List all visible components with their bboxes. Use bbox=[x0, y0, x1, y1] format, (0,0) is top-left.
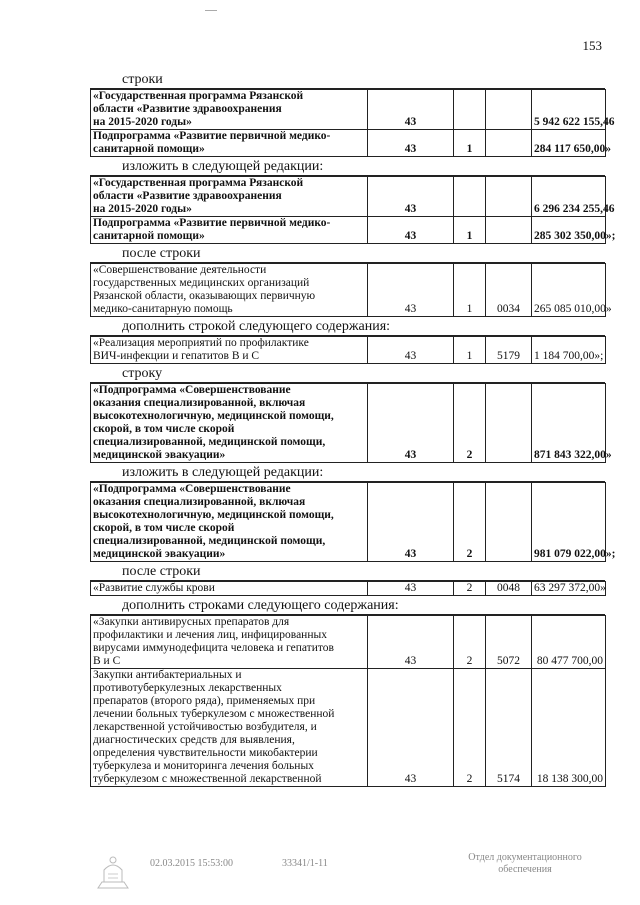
row-name-line: высокотехнологичную, медицинской помощи, bbox=[93, 410, 334, 422]
document-body bbox=[90, 72, 616, 789]
subprogram-code: 2 bbox=[454, 669, 486, 787]
row-name-line: «Реализация мероприятий по профилактике bbox=[93, 337, 309, 349]
page-number: 153 bbox=[582, 38, 602, 53]
row-name-line: оказания специализированной, включая bbox=[93, 397, 306, 409]
section-instruction: изложить в следующей редакции: bbox=[90, 465, 605, 482]
footer-doc-number: 33341/1-11 bbox=[282, 858, 328, 869]
table-row bbox=[91, 337, 606, 364]
target-code bbox=[486, 483, 532, 562]
row-name-line: области «Развитие здравоохранения bbox=[93, 190, 282, 202]
row-name-line: туберкулеза и мониторинга лечения больных bbox=[93, 760, 314, 772]
subprogram-code: 2 bbox=[454, 582, 486, 596]
footer-department bbox=[445, 852, 605, 876]
table-row bbox=[91, 90, 606, 130]
row-name-line: Подпрограмма «Развитие первичной медико- bbox=[93, 217, 331, 229]
row-name-line: Рязанской области, оказывающих первичную bbox=[93, 290, 316, 302]
table-row bbox=[91, 217, 606, 244]
ministry-code: 43 bbox=[368, 217, 454, 244]
ministry-code: 43 bbox=[368, 337, 454, 364]
target-code: 5179 bbox=[486, 337, 532, 364]
row-name-line: государственных медицинских организаций bbox=[93, 277, 310, 289]
target-code bbox=[486, 384, 532, 463]
section-instruction: дополнить строкой следующего содержания: bbox=[90, 319, 605, 336]
row-name-line: скорой, в том числе скорой bbox=[93, 423, 235, 435]
row-name-line: на 2015-2020 годы» bbox=[93, 203, 192, 215]
table-row bbox=[91, 264, 606, 317]
table-row bbox=[91, 384, 606, 463]
row-name-line: специализированной, медицинской помощи, bbox=[93, 436, 326, 448]
row-name-line: «Развитие службы крови bbox=[93, 582, 215, 594]
row-name-line: ВИЧ-инфекции и гепатитов В и С bbox=[93, 350, 260, 362]
target-code bbox=[486, 90, 532, 130]
target-code: 5072 bbox=[486, 616, 532, 669]
budget-table bbox=[90, 176, 616, 244]
budget-table bbox=[90, 89, 615, 157]
row-name bbox=[91, 384, 368, 463]
row-name-line: высокотехнологичную, медицинской помощи, bbox=[93, 509, 334, 521]
ministry-code: 43 bbox=[368, 616, 454, 669]
ministry-code: 43 bbox=[368, 669, 454, 787]
emblem-stamp-icon bbox=[92, 852, 134, 892]
amount: 80 477 700,00 bbox=[532, 616, 606, 669]
subprogram-code: 1 bbox=[454, 130, 486, 157]
row-name-line: санитарной помощи» bbox=[93, 230, 205, 242]
amount: 871 843 322,00» bbox=[532, 384, 606, 463]
subprogram-code: 1 bbox=[454, 217, 486, 244]
row-name-line: противотуберкулезных лекарственных bbox=[93, 682, 282, 694]
table-row bbox=[91, 582, 606, 596]
row-name bbox=[91, 616, 368, 669]
target-code bbox=[486, 130, 532, 157]
budget-table bbox=[90, 383, 612, 463]
row-name-line: «Подпрограмма «Совершенствование bbox=[93, 483, 291, 495]
row-name-line: медико-санитарную помощь bbox=[93, 303, 233, 315]
ministry-code: 43 bbox=[368, 130, 454, 157]
row-name-line: туберкулезом с множественной лекарственной bbox=[93, 773, 322, 785]
row-name-line: санитарной помощи» bbox=[93, 143, 205, 155]
subprogram-code: 2 bbox=[454, 616, 486, 669]
row-name bbox=[91, 264, 368, 317]
budget-table bbox=[90, 581, 606, 596]
row-name-line: Закупки антибактериальных и bbox=[93, 669, 242, 681]
amount: 63 297 372,00» bbox=[532, 582, 606, 596]
row-name-line: Подпрограмма «Развитие первичной медико- bbox=[93, 130, 331, 142]
target-code bbox=[486, 177, 532, 217]
subprogram-code bbox=[454, 177, 486, 217]
budget-table bbox=[90, 482, 616, 562]
row-name bbox=[91, 90, 368, 130]
target-code: 0048 bbox=[486, 582, 532, 596]
ministry-code: 43 bbox=[368, 582, 454, 596]
row-name bbox=[91, 217, 368, 244]
table-row bbox=[91, 177, 606, 217]
row-name-line: определения чувствительности микобактерии bbox=[93, 747, 318, 759]
subprogram-code: 2 bbox=[454, 384, 486, 463]
footer-department-line: Отдел документационного bbox=[468, 852, 582, 863]
subprogram-code: 2 bbox=[454, 483, 486, 562]
row-name-line: специализированной, медицинской помощи, bbox=[93, 535, 326, 547]
row-name-line: оказания специализированной, включая bbox=[93, 496, 306, 508]
row-name-line: «Подпрограмма «Совершенствование bbox=[93, 384, 291, 396]
row-name bbox=[91, 483, 368, 562]
footer bbox=[0, 852, 640, 892]
budget-table bbox=[90, 615, 606, 787]
row-name-line: вирусами иммунодефицита человека и гепатитов bbox=[93, 642, 334, 654]
target-code: 5174 bbox=[486, 669, 532, 787]
row-name-line: препаратов (второго ряда), применяемых при bbox=[93, 695, 316, 707]
section-instruction: после строки bbox=[90, 246, 605, 263]
row-name-line: «Совершенствование деятельности bbox=[93, 264, 267, 276]
section-instruction: изложить в следующей редакции: bbox=[90, 159, 605, 176]
ministry-code: 43 bbox=[368, 90, 454, 130]
row-name-line: медицинской эвакуации» bbox=[93, 548, 226, 560]
table-row bbox=[91, 483, 606, 562]
row-name bbox=[91, 582, 368, 596]
table-row bbox=[91, 616, 606, 669]
amount: 981 079 022,00»; bbox=[532, 483, 606, 562]
section-instruction: дополнить строками следующего содержания: bbox=[90, 598, 605, 615]
section-instruction: строки bbox=[90, 72, 605, 89]
row-name-line: «Закупки антивирусных препаратов для bbox=[93, 616, 290, 628]
row-name-line: медицинской эвакуации» bbox=[93, 449, 226, 461]
amount: 284 117 650,00» bbox=[532, 130, 606, 157]
amount: 285 302 350,00»; bbox=[532, 217, 606, 244]
row-name-line: профилактики и лечения лиц, инфицированных bbox=[93, 629, 327, 641]
ministry-code: 43 bbox=[368, 264, 454, 317]
footer-timestamp: 02.03.2015 15:53:00 bbox=[150, 858, 234, 869]
amount: 265 085 010,00» bbox=[532, 264, 606, 317]
budget-table bbox=[90, 263, 612, 317]
subprogram-code: 1 bbox=[454, 337, 486, 364]
target-code bbox=[486, 217, 532, 244]
row-name-line: на 2015-2020 годы» bbox=[93, 116, 192, 128]
subprogram-code: 1 bbox=[454, 264, 486, 317]
row-name bbox=[91, 337, 368, 364]
section-instruction: строку bbox=[90, 366, 605, 383]
row-name-line: скорой, в том числе скорой bbox=[93, 522, 235, 534]
amount: 18 138 300,00 bbox=[532, 669, 606, 787]
subprogram-code bbox=[454, 90, 486, 130]
footer-department-line: обеспечения bbox=[498, 864, 552, 875]
row-name-line: «Государственная программа Рязанской bbox=[93, 90, 304, 102]
amount: 1 184 700,00»; bbox=[532, 337, 606, 364]
ministry-code: 43 bbox=[368, 384, 454, 463]
row-name-line: лекарственной устойчивостью возбудителя, и bbox=[93, 721, 317, 733]
row-name bbox=[91, 130, 368, 157]
amount: 5 942 622 155,46 bbox=[532, 90, 606, 130]
row-name bbox=[91, 669, 368, 787]
section-instruction: после строки bbox=[90, 564, 605, 581]
ministry-code: 43 bbox=[368, 483, 454, 562]
row-name-line: В и С bbox=[93, 655, 121, 667]
row-name bbox=[91, 177, 368, 217]
amount: 6 296 234 255,46 bbox=[532, 177, 606, 217]
row-name-line: «Государственная программа Рязанской bbox=[93, 177, 304, 189]
scan-mark bbox=[205, 10, 217, 11]
table-row bbox=[91, 669, 606, 787]
row-name-line: диагностических средств для выявления, bbox=[93, 734, 295, 746]
table-row bbox=[91, 130, 606, 157]
ministry-code: 43 bbox=[368, 177, 454, 217]
row-name-line: лечении больных туберкулезом с множественной bbox=[93, 708, 335, 720]
row-name-line: области «Развитие здравоохранения bbox=[93, 103, 282, 115]
budget-table bbox=[90, 336, 606, 364]
target-code: 0034 bbox=[486, 264, 532, 317]
